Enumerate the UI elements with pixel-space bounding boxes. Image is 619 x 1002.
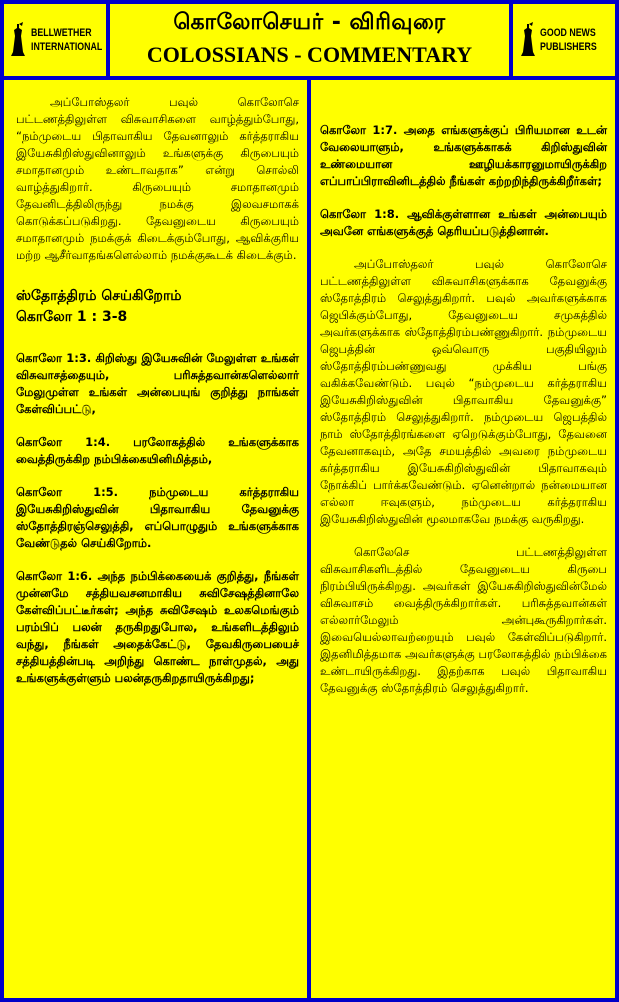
verse-1-7: கொலோ 1:7. அதை எங்களுக்குப் பிரியமான உடன் வேலையாளும், உங்களுக்காகக் கிறிஸ்துவின் உண்மையான ஊழியக்காரனுமாயிருக்கிற எப்பாப்பிராவினிடத்தில் நீங்கள் கற்றறிந்திருக்கிறீர்கள்; <box>320 123 607 188</box>
good-news-logo <box>519 22 611 58</box>
verse-1-6: கொலோ 1:6. அந்த நம்பிக்கையைக் குறித்து, நீங்கள் முன்னமே சத்தியவசனமாகிய சுவிசேஷத்தினாலே கேள்விப்பட்டீர்கள்; அந்த சுவிசேஷம் உலகமெங்கும் பரம்பிப் பலன் தருகிறதுபோல, உங்களிடத்திலும் வந்து, நீங்கள் அதைக்கேட்டு, தேவகிருபையைச் சத்தியத்தின்படி அறிந்து கொண்ட நாள்முதல், அது உங்களுக்குள்ளும் பலன்தருகிறதாயிருக்கிறது; <box>16 569 299 685</box>
section-heading <box>16 286 299 328</box>
left-column <box>4 80 307 998</box>
section-heading-title: ஸ்தோத்திரம் செய்கிறோம் <box>16 288 182 304</box>
statue-icon <box>8 22 28 58</box>
left-logo-line1: BELLWETHER <box>31 27 92 39</box>
right-logo-line1: GOOD NEWS <box>540 27 596 39</box>
verse-1-5: கொலோ 1:5. நம்முடைய கர்த்தராகிய இயேசுகிறிஸ்துவின் பிதாவாகிய தேவனுக்கு ஸ்தோத்திரஞ்செலுத்தி, எப்பொழுதும் உங்களுக்காக வேண்டுதல் செய்கிறோம். <box>16 485 299 550</box>
header-title-panel <box>110 4 509 76</box>
bellwether-logo <box>8 22 106 58</box>
title-tamil: கொலோசெயர் - விரிவுரை <box>173 10 446 35</box>
left-logo-line2: INTERNATIONAL <box>31 41 103 53</box>
header-left-logo-panel <box>4 4 106 76</box>
section-heading-reference: கொலோ 1 : 3-8 <box>16 309 128 325</box>
verse-1-8: கொலோ 1:8. ஆவிக்குள்ளான உங்கள் அன்பையும் அவனே எங்களுக்குத் தெரியப்படுத்தினான். <box>320 207 607 238</box>
verse-1-4: கொலோ 1:4. பரலோகத்தில் உங்களுக்காக வைத்திருக்கிற நம்பிக்கையினிமித்தம், <box>16 435 299 466</box>
commentary-paragraph-1: அப்போஸ்தலர் பவுல் கொலோசெ பட்டணத்திலுள்ள விசுவாசிகளுக்காக தேவனுக்கு ஸ்தோத்திரம் செலுத்துகிறார். பவுல் அவர்களுக்காக ஜெபிக்கும்போது, தேவனுடைய சமுகத்தில் அவர்களுக்காக ஸ்தோத்திரம்பண்ணுகிறார். நம்முடைய ஜெபத்தின் ஒவ்வொரு பகுதியிலும் ஸ்தோத்திரம்பண்ணுவது முக்கிய பங்கு வகிக்கவேண்டும். பவுல் “நம்முடைய கர்த்தராகிய இயேசுகிறிஸ்துவின் பிதாவாகிய தேவனுக்கு” ஸ்தோத்திரம் செலுத்துகிறார். நம்முடைய ஜெபத்தில் நாம் ஸ்தோத்திரங்களை ஏறெடுக்கும்போது, தேவனை தேவனாகவும், அதே சமயத்தில் அவரை நம்முடைய கர்த்தராகிய இயேசுகிறிஸ்துவின் பிதாவாகவும் நோக்கிப் பார்க்கவேண்டும். ஏனென்றால் நன்மையான எல்லா ஈவுகளும், நம்முடைய கர்த்தராகிய இயேசுகிறிஸ்துவின் மூலமாகவே நமக்கு வருகிறது. <box>320 257 607 526</box>
intro-paragraph: அப்போஸ்தலர் பவுல் கொலோசெ பட்டணத்திலுள்ள விசுவாசிகளை வாழ்த்தும்போது, “நம்முடைய பிதாவாகிய தேவனாலும் கர்த்தராகிய இயேசுகிறிஸ்துவினாலும் உங்களுக்கு கிருபையும் சமாதானமும் உண்டாவதாக” என்று சொல்லி வாழ்த்துகிறார். கிருபையும் சமாதானமும் தேவனிடத்திலிருந்து நமக்கு இலவசமாகக் கொடுக்கப்படுகிறது. தேவனுடைய கிருபையும் சமாதானமும் நமக்குக் கிடைக்கும்போது, ஆவிக்குரிய மற்ற ஆசீர்வாதங்களெல்லாம் நமக்குகூடக் கிடைக்கும். <box>16 95 299 262</box>
verse-1-3: கொலோ 1:3. கிறிஸ்து இயேசுவின் மேலுள்ள உங்கள் விசுவாசத்தையும், பரிசுத்தவான்களெல்லார் மேலுமுள்ள உங்கள் அன்பையுங் குறித்து நாங்கள் கேள்விப்பட்டு, <box>16 351 299 416</box>
statue-icon <box>519 22 537 58</box>
commentary-paragraph-2: கொலேசெ பட்டணத்திலுள்ள விசுவாசிகளிடத்தில் தேவனுடைய கிருபை நிரம்பியிருக்கிறது. அவர்கள் இயேசுகிறிஸ்துவின்மேல் விசுவாசம் வைத்திருக்கிறார்கள். பரிசுத்தவான்கள் எல்லார்மேலும் அன்புகூருகிறார்கள். இவையெல்லாவற்றையும் பவுல் கேள்விப்படுகிறார். இதனிமித்தமாக அவர்களுக்கு பரலோகத்தில் நம்பிக்கை உண்டாயிருக்கிறது. இதற்காக பவுல் பிதாவாகிய தேவனுக்கு ஸ்தோத்திரம் செலுத்துகிறார். <box>320 545 607 695</box>
title-english: COLOSSIANS - COMMENTARY <box>146 42 473 67</box>
header-right-logo-panel <box>513 4 615 76</box>
right-logo-line2: PUBLISHERS <box>540 41 597 53</box>
right-column <box>311 80 615 998</box>
